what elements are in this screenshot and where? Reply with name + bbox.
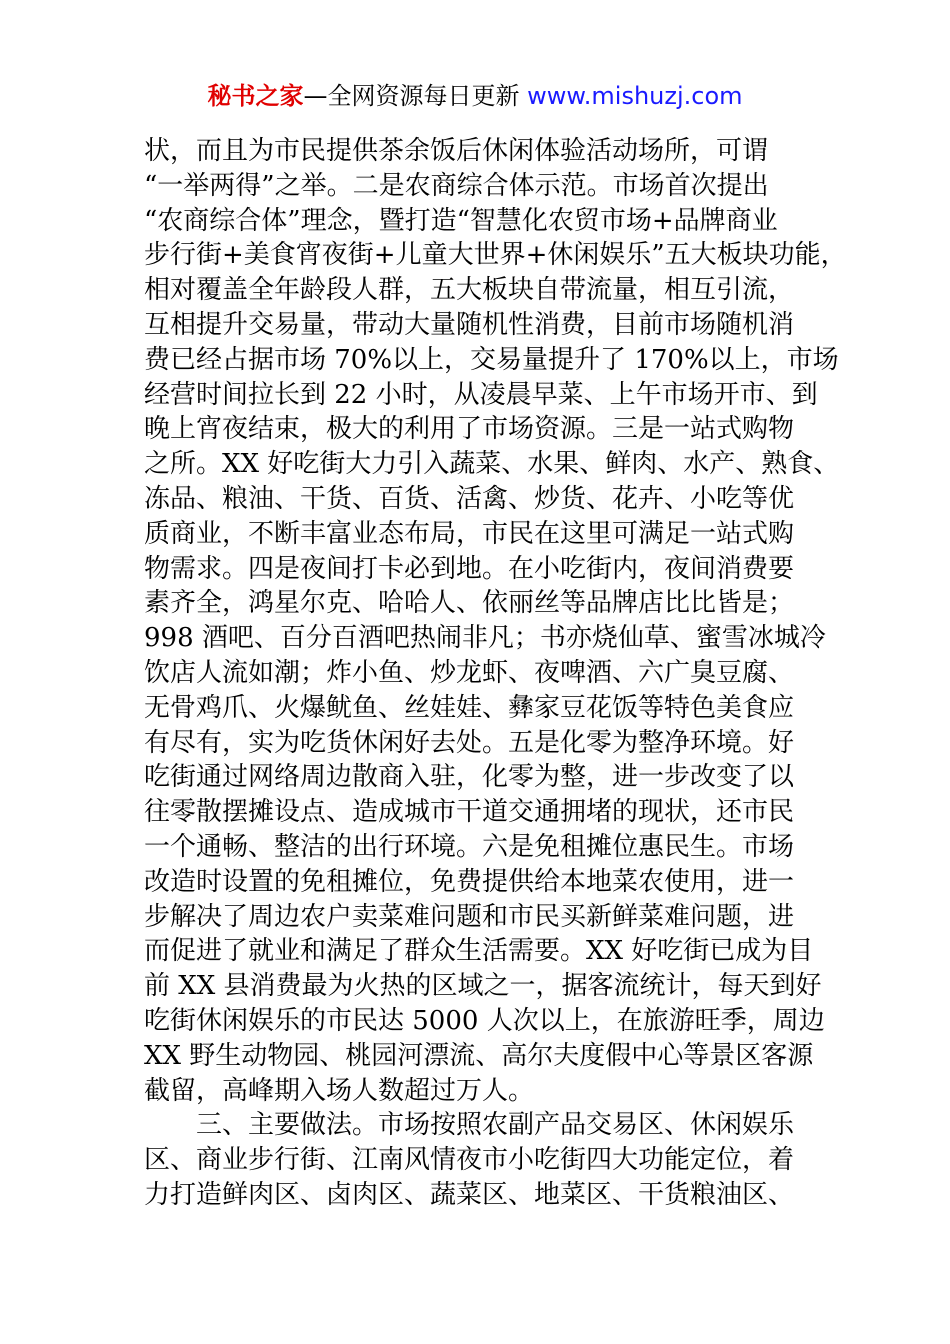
text-line: 费已经占据市场 70%以上，交易量提升了 170%以上，市场 — [144, 344, 839, 375]
text-line: 吃街休闲娱乐的市民达 5000 人次以上，在旅游旺季，周边 — [144, 1005, 825, 1036]
site-header — [0, 80, 950, 112]
text-line: 经营时间拉长到 22 小时，从凌晨早菜、上午市场开市、到 — [144, 379, 818, 410]
text-line: 步行街+美食宵夜街+儿童大世界+休闲娱乐”五大板块功能， — [144, 240, 847, 271]
text-line: 力打造鲜肉区、卤肉区、蔬菜区、地菜区、干货粮油区、 — [144, 1179, 795, 1210]
text-line: 冻品、粮油、干货、百货、活禽、炒货、花卉、小吃等优 — [144, 483, 795, 514]
text-line: 步解决了周边农户卖菜难问题和市民买新鲜菜难问题，进 — [144, 901, 795, 932]
text-line: 状，而且为市民提供茶余饭后休闲体验活动场所，可谓 — [144, 136, 769, 166]
text-line: XX 野生动物园、桃园河漂流、高尔夫度假中心等景区客源 — [144, 1040, 814, 1071]
text-line: 998 酒吧、百分百酒吧热闹非凡；书亦烧仙草、蜜雪冰城冷 — [144, 623, 826, 654]
text-line: 前 XX 县消费最为火热的区域之一，据客流统计，每天到好 — [144, 971, 822, 1002]
site-tagline: —全网资源每日更新 — [303, 82, 528, 110]
text-line: 无骨鸡爪、火爆鱿鱼、丝娃娃、彝家豆花饭等特色美食应 — [144, 692, 795, 723]
text-line: 晚上宵夜结束，极大的利用了市场资源。三是一站式购物 — [144, 414, 795, 445]
text-line: 之所。XX 好吃街大力引入蔬菜、水果、鲜肉、水产、熟食、 — [144, 449, 840, 480]
text-line: 截留，高峰期入场人数超过万人。 — [144, 1075, 535, 1106]
text-line: 而促进了就业和满足了群众生活需要。XX 好吃街已成为目 — [144, 936, 814, 967]
document-body — [144, 134, 847, 1213]
text-line: “一举两得”之举。二是农商综合体示范。市场首次提出 — [144, 170, 769, 201]
text-line: 改造时设置的免租摊位，免费提供给本地菜农使用，进一 — [144, 866, 795, 897]
site-url[interactable]: www.mishuzj.com — [527, 82, 743, 110]
section-heading-line: 三、主要做法。市场按照农副产品交易区、休闲娱乐 — [196, 1110, 795, 1141]
text-line: 吃街通过网络周边散商入驻，化零为整，进一步改变了以 — [144, 762, 795, 793]
text-line: 一个通畅、整洁的出行环境。六是免租摊位惠民生。市场 — [144, 831, 795, 862]
text-line: “农商综合体”理念，暨打造“智慧化农贸市场+品牌商业 — [144, 205, 778, 236]
text-line: 区、商业步行街、江南风情夜市小吃街四大功能定位，着 — [144, 1145, 795, 1176]
text-line: 互相提升交易量，带动大量随机性消费，目前市场随机消 — [144, 309, 795, 340]
site-brand: 秘书之家 — [207, 82, 304, 110]
text-line: 相对覆盖全年龄段人群，五大板块自带流量，相互引流， — [144, 275, 795, 306]
text-line: 物需求。四是夜间打卡必到地。在小吃街内，夜间消费要 — [144, 553, 795, 584]
text-line: 质商业，不断丰富业态布局，市民在这里可满足一站式购 — [144, 518, 795, 549]
text-line: 饮店人流如潮；炸小鱼、炒龙虾、夜啤酒、六广臭豆腐、 — [144, 657, 795, 688]
text-line: 素齐全，鸿星尔克、哈哈人、依丽丝等品牌店比比皆是； — [144, 588, 795, 619]
text-line: 往零散摆摊设点、造成城市干道交通拥堵的现状，还市民 — [144, 797, 795, 828]
text-line: 有尽有，实为吃货休闲好去处。五是化零为整净环境。好 — [144, 727, 795, 758]
